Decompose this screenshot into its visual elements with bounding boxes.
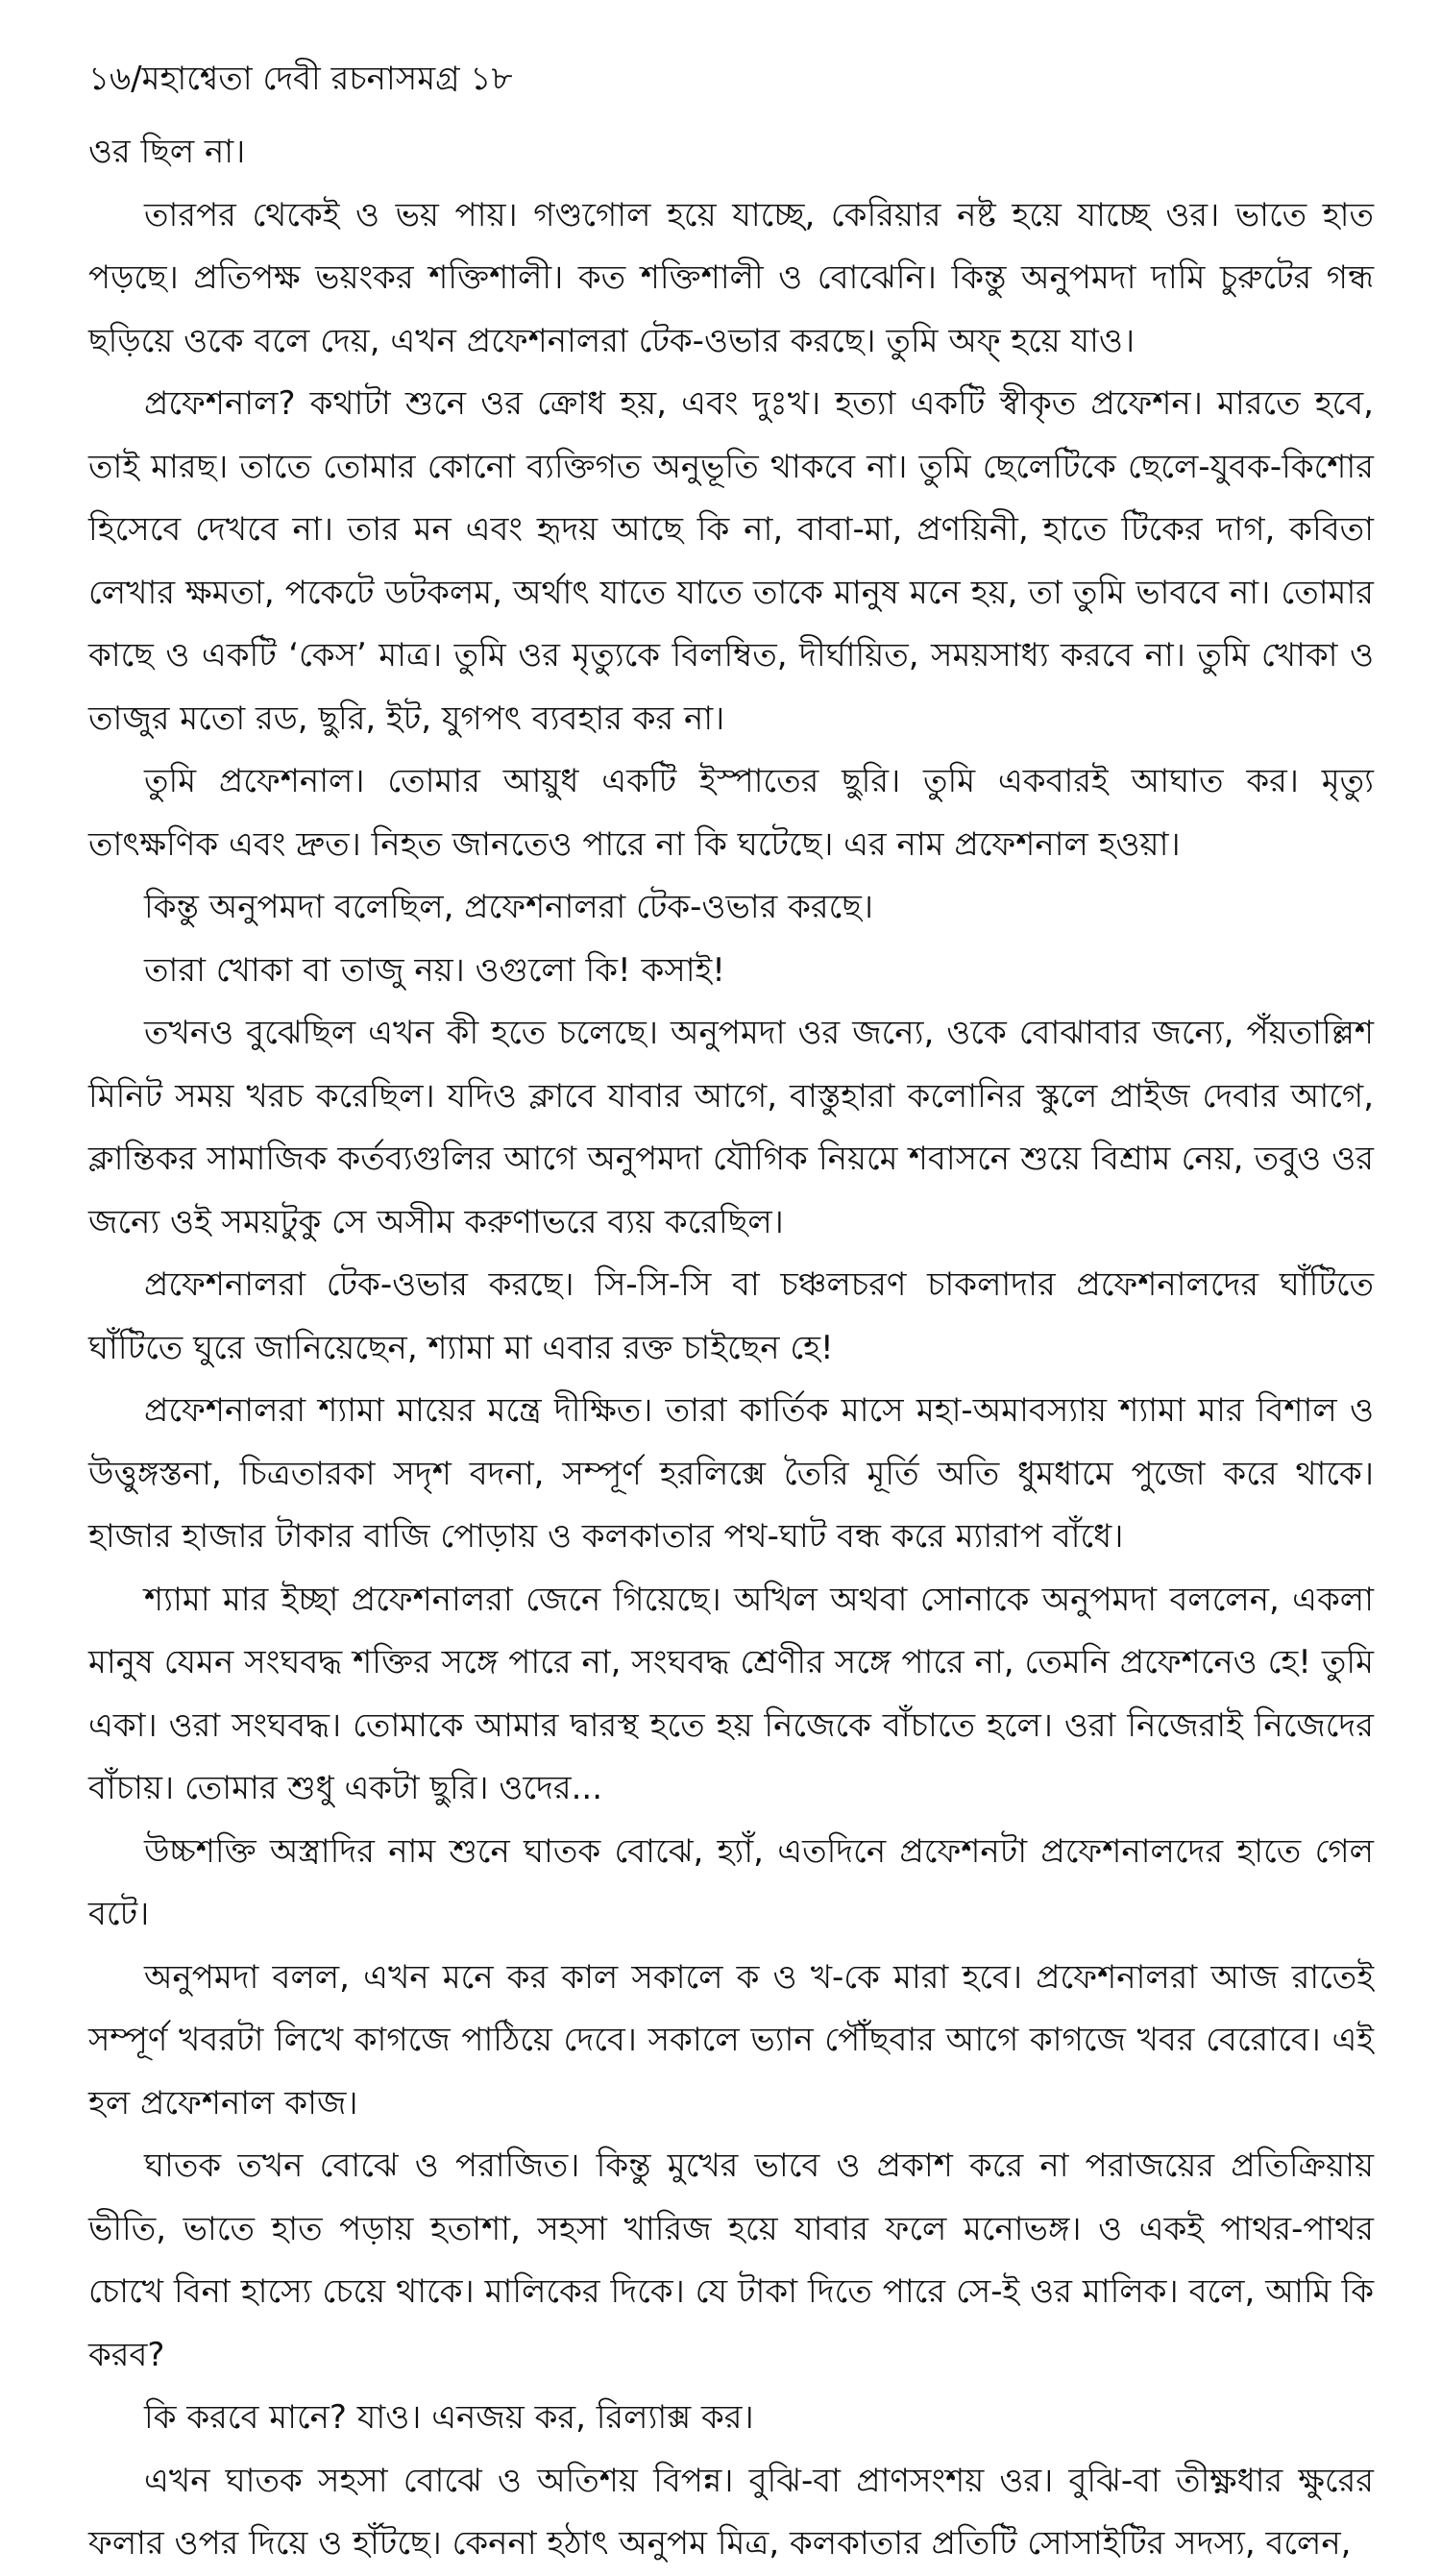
paragraph-15: এখন ঘাতক সহসা বোঝে ও অতিশয় বিপন্ন। বুঝি-বা প্রাণসংশয় ওর। বুঝি-বা তীক্ষ্ণধার ক্ষুরের ফলার ওপর দিয়ে ও হাঁটছে। কেননা হঠাৎ অনুপম মিত্র, কলকাতার প্রতিটি সোসাইটির সদস্য, বলেন, <box>88 2461 1374 2563</box>
paragraph-4: তুমি প্রফেশনাল। তোমার আয়ুধ একটি ইস্পাতের ছুরি। তুমি একবারই আঘাত কর। মৃত্যু তাৎক্ষণিক এবং দ্রুত। নিহত জানতেও পারে না কি ঘটেছে। এর নাম প্রফেশনাল হওয়া। <box>88 762 1374 864</box>
paragraph-6: তারা খোকা বা তাজু নয়। ওগুলো কি! কসাই! <box>144 950 725 990</box>
body-text <box>88 121 1374 2576</box>
paragraph-5: কিন্তু অনুপমদা বলেছিল, প্রফেশনালরা টেক-ওভার করছে। <box>144 888 874 926</box>
paragraph-9: প্রফেশনালরা শ্যামা মায়ের মন্ত্রে দীক্ষিত। তারা কার্তিক মাসে মহা-অমাবস্যায় শ্যামা মার বিশাল ও উত্তুঙ্গস্তনা, চিত্রতারকা সদৃশ বদনা, সম্পূর্ণ হরলিক্সে তৈরি মূর্তি অতি ধুমধামে পুজো করে থাকে। হাজার হাজার টাকার বাজি পোড়ায় ও কলকাতার পথ-ঘাট বন্ধ করে ম্যারাপ বাঁধে। <box>88 1391 1374 1556</box>
paragraph-7: তখনও বুঝেছিল এখন কী হতে চলেছে। অনুপমদা ওর জন্যে, ওকে বোঝাবার জন্যে, পঁয়তাল্লিশ মিনিট সময় খরচ করেছিল। যদিও ক্লাবে যাবার আগে, বাস্তুহারা কলোনির স্কুলে প্রাইজ দেবার আগে, ক্লান্তিকর সামাজিক কর্তব্যগুলির আগে অনুপমদা যৌগিক নিয়মে শবাসনে শুয়ে বিশ্রাম নেয়, তবুও ওর জন্যে ওই সময়টুকু সে অসীম করুণাভরে ব্যয় করেছিল। <box>88 1014 1374 1241</box>
paragraph-1: ওর ছিল না। <box>88 133 246 171</box>
paragraph-8: প্রফেশনালরা টেক-ওভার করছে। সি-সি-সি বা চঞ্চলচরণ চাকলাদার প্রফেশনালদের ঘাঁটিতে ঘাঁটিতে ঘুরে জানিয়েছেন, শ্যামা মা এবার রক্ত চাইছেন হে! <box>88 1265 1374 1367</box>
paragraph-10: শ্যামা মার ইচ্ছা প্রফেশনালরা জেনে গিয়েছে। অখিল অথবা সোনাকে অনুপমদা বললেন, একলা মানুষ যেমন সংঘবদ্ধ শক্তির সঙ্গে পারে না, সংঘবদ্ধ শ্রেণীর সঙ্গে পারে না, তেমনি প্রফেশনেও হে! তুমি একা। ওরা সংঘবদ্ধ। তোমাকে আমার দ্বারস্থ হতে হয় নিজেকে বাঁচাতে হলে। ওরা নিজেরাই নিজেদের বাঁচায়। তোমার শুধু একটা ছুরি। ওদের... <box>88 1580 1374 1807</box>
paragraph-12: অনুপমদা বলল, এখন মনে কর কাল সকালে ক ও খ-কে মারা হবে। প্রফেশনালরা আজ রাতেই সম্পূর্ণ খবরটা লিখে কাগজে পাঠিয়ে দেবে। সকালে ভ্যান পৌঁছবার আগে কাগজে খবর বেরোবে। এই হল প্রফেশনাল কাজ। <box>88 1957 1374 2122</box>
paragraph-3: প্রফেশনাল? কথাটা শুনে ওর ক্রোধ হয়, এবং দুঃখ। হত্যা একটি স্বীকৃত প্রফেশন। মারতে হবে, তাই মারছ। তাতে তোমার কোনো ব্যক্তিগত অনুভূতি থাকবে না। তুমি ছেলেটিকে ছেলে-যুবক-কিশোর হিসেবে দেখবে না। তার মন এবং হৃদয় আছে কি না, বাবা-মা, প্রণয়িনী, হাতে টিকের দাগ, কবিতা লেখার ক্ষমতা, পকেটে ডটকলম, অর্থাৎ যাতে যাতে তাকে মানুষ মনে হয়, তা তুমি ভাববে না। তোমার কাছে ও একটি ‘কেস’ মাত্র। তুমি ওর মৃত্যুকে বিলম্বিত, দীর্ঘায়িত, সময়সাধ্য করবে না। তুমি খোকা ও তাজুর মতো রড, ছুরি, ইট, যুগপৎ ব্যবহার কর না। <box>88 384 1374 738</box>
paragraph-13: ঘাতক তখন বোঝে ও পরাজিত। কিন্তু মুখের ভাবে ও প্রকাশ করে না পরাজয়ের প্রতিক্রিয়ায় ভীতি, ভাতে হাত পড়ায় হতাশা, সহসা খারিজ হয়ে যাবার ফলে মনোভঙ্গ। ও একই পাথর-পাথর চোখে বিনা হাস্যে চেয়ে থাকে। মালিকের দিকে। যে টাকা দিতে পারে সে-ই ওর মালিক। বলে, আমি কি করব? <box>88 2147 1374 2374</box>
book-page <box>88 50 1374 2576</box>
paragraph-14: কি করবে মানে? যাও। এনজয় কর, রিল্যাক্স কর। <box>144 2398 754 2437</box>
running-head: ১৬/মহাশ্বেতা দেবী রচনাসমগ্র ১৮ <box>88 60 513 98</box>
paragraph-2: তারপর থেকেই ও ভয় পায়। গণ্ডগোল হয়ে যাচ্ছে, কেরিয়ার নষ্ট হয়ে যাচ্ছে ওর। ভাতে হাত পড়ছে। প্রতিপক্ষ ভয়ংকর শক্তিশালী। কত শক্তিশালী ও বোঝেনি। কিন্তু অনুপমদা দামি চুরুটের গন্ধ ছড়িয়ে ওকে বলে দেয়, এখন প্রফেশনালরা টেক-ওভার করছে। তুমি অফ্ হয়ে যাও। <box>88 195 1374 360</box>
paragraph-11: উচ্চশক্তি অস্ত্রাদির নাম শুনে ঘাতক বোঝে, হ্যাঁ, এতদিনে প্রফেশনটা প্রফেশনালদের হাতে গেল বটে। <box>88 1831 1374 1933</box>
